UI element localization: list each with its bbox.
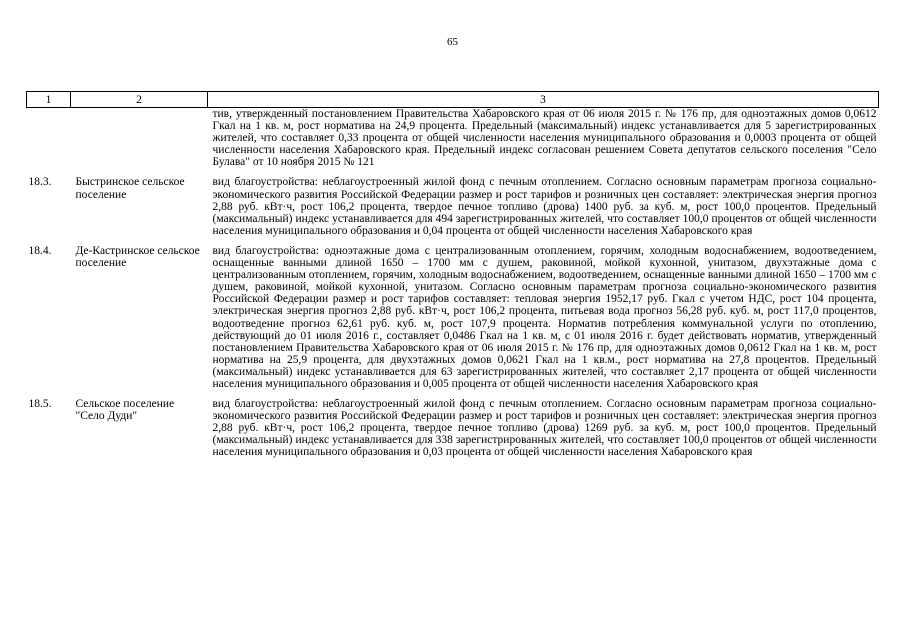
table-header [27,92,879,108]
row-number: 18.5. [28,398,52,411]
row-description: вид благоустройства: неблагоустроенный жилой фонд с печным отоплением. Согласно основным параметрам прогноза социально-экономического развития Российской Федерации размер и рост тарифов и розничных цен составляет: электрическая энергия прогноз 2,88 руб. кВт·ч, рост 106,2 процента, твердое печное топливо (дрова) 1400 руб. за куб. м, рост 100,0 процентов. Предельный (максимальный) индекс устанавливается для 494 зарегистрированных жителей, что составляет 100,0 процентов от общей численности населения муниципального образования и 0,04 процента от общей численности населения Хабаровского края [212,176,877,237]
table-row [27,237,879,390]
settlement-name: Быстринское сельское поселение [75,176,185,201]
page-number: 65 [447,36,458,48]
column-header-2: 2 [71,92,208,108]
table-row [27,390,879,458]
settlement-name: Де-Кастринское сельское поселение [75,244,200,270]
row-number: 18.4. [28,244,52,257]
table-row [27,168,879,236]
tariff-table [26,91,879,459]
column-header-1: 1 [27,92,71,108]
row-number: 18.3. [28,176,52,189]
row-description: вид благоустройства: одноэтажные дома с централизованным отоплением, горячим, холодным водоснабжением, водоотведением, оснащенные ванными длиной 1650 – 1700 мм с душем, раковиной, мойкой кухонной, унитазом, двухэтажные дома с централизованным отоплением, горячим, холодным водоснабжением, водоотведением, оснащенные ванными длиной 1650 – 1700 мм с душем, раковиной, мойкой кухонной, унитазом. Согласно основным параметрам прогноза социально-экономического развития Российской Федерации размер и рост тарифов составляет: тепловая энергия 1952,17 руб. Гкал с учетом НДС, рост 104 процента, электрическая энергия прогноз 2,88 руб. кВт·ч, рост 106,2 процента, питьевая вода прогноз 56,28 руб. куб. м, рост 117,0 процентов, водоотведение прогноз 62,61 руб. куб. м, рост 107,9 процента. Норматив потребления коммунальной услуги по отоплению, действующий до 01 июля 2016 г., составляет 0,0486 Гкал на 1 кв. м, с 01 июля 2016 г. будет действовать норматив, утвержденный постановлением Правительства Хабаровского края от 06 июля 2015 г. № 176 пр, для одноэтажных домов 0,0612 Гкал на 1 кв. м, рост норматива на 25,9 процента, для двухэтажных домов 0,0621 Гкал на 1 кв.м., рост норматива на 27,8 процентов. Предельный (максимальный) индекс устанавливается для 63 зарегистрированных жителей, что составляет 2,17 процента от общей численности населения муниципального образования и 0,005 процента от общей численности населения Хабаровского края [212,244,877,390]
row-description: тив, утвержденный постановлением Правительства Хабаровского края от 06 июля 2015 г. № 176 пр, для одноэтажных домов 0,0612 Гкал на 1 кв. м, рост норматива на 24,9 процента. Предельный (максимальный) индекс устанавливается для 5 зарегистрированных жителей, что составляет 0,33 процента от общей численности населения муниципального образования и 0,0003 процента от общей численности населения Хабаровского края. Предельный индекс согласован решением Совета депутатов сельского поселения "Село Булава" от 10 ноября 2015 № 121 [212,108,877,169]
row-description: вид благоустройства: неблагоустроенный жилой фонд с печным отоплением. Согласно основным параметрам прогноза социально-экономического развития Российской Федерации размер и рост тарифов и розничных цен составляет: электрическая энергия прогноз 2,88 руб. кВт·ч, рост 106,2 процента, твердое печное топливо (дрова) 1269 руб. за куб. м, рост 100,0 процентов. Предельный (максимальный) индекс устанавливается для 338 зарегистрированных жителей, что составляет 100,0 процентов от общей численности населения муниципального образования и 0,03 процента от общей численности населения Хабаровского края [212,398,877,459]
row-number [27,108,71,169]
column-header-3: 3 [208,92,879,108]
settlement-name [71,108,208,169]
settlement-name: Сельское поселение "Село Дуди" [75,398,175,423]
table-row-continuation [27,108,879,169]
